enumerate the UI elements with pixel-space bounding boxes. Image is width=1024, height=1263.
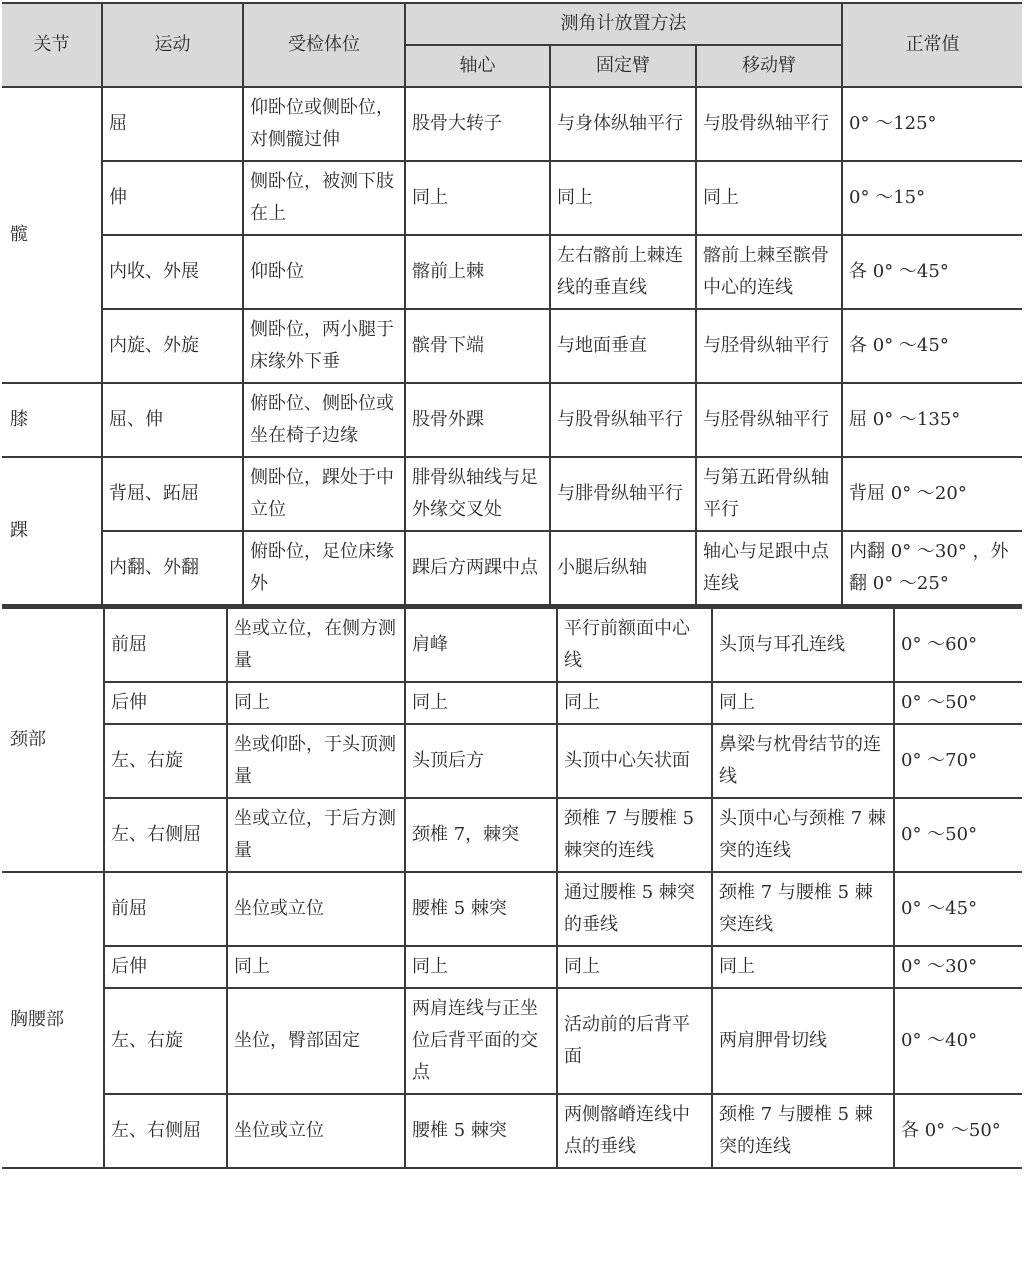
cell-moving-arm: 头顶中心与颈椎 7 棘突的连线	[712, 798, 894, 872]
cell-position: 侧卧位，被测下肢在上	[243, 161, 405, 235]
cell-fixed-arm: 左右髂前上棘连线的垂直线	[550, 235, 696, 309]
cell-moving-arm: 与股骨纵轴平行	[696, 87, 842, 161]
table-row	[2, 383, 1022, 457]
cell-normal: 各 0° ～45°	[842, 309, 1022, 383]
cell-fixed-arm: 与股骨纵轴平行	[550, 383, 696, 457]
cell-axis: 两肩连线与正坐位后背平面的交点	[405, 988, 557, 1094]
cell-position: 坐或立位，于后方测量	[227, 798, 405, 872]
cell-axis: 股骨外踝	[405, 383, 550, 457]
table-row	[2, 798, 1022, 872]
upper-table-body	[2, 87, 1022, 605]
cell-fixed-arm: 活动前的后背平面	[557, 988, 712, 1094]
cell-fixed-arm: 同上	[557, 946, 712, 988]
header-fixed-arm: 固定臂	[550, 45, 696, 87]
cell-axis: 踝后方两踝中点	[405, 531, 550, 605]
cell-axis: 头顶后方	[405, 724, 557, 798]
cell-moving-arm: 轴心与足跟中点连线	[696, 531, 842, 605]
cell-moving-arm: 与胫骨纵轴平行	[696, 383, 842, 457]
cell-moving-arm: 同上	[712, 946, 894, 988]
upper-rom-table	[2, 2, 1022, 606]
cell-normal: 0° ～30°	[894, 946, 1022, 988]
cell-motion: 左、右侧屈	[104, 798, 227, 872]
cell-position: 仰卧位或侧卧位，对侧髋过伸	[243, 87, 405, 161]
lower-rom-table	[2, 606, 1022, 1169]
cell-moving-arm: 同上	[696, 161, 842, 235]
cell-normal: 0° ～70°	[894, 724, 1022, 798]
cell-moving-arm: 颈椎 7 与腰椎 5 棘突的连线	[712, 1094, 894, 1168]
cell-moving-arm: 同上	[712, 682, 894, 724]
cell-axis: 腰椎 5 棘突	[405, 1094, 557, 1168]
table-row	[2, 1094, 1022, 1168]
cell-motion: 屈	[102, 87, 243, 161]
cell-normal: 0° ～40°	[894, 988, 1022, 1094]
table-row	[2, 309, 1022, 383]
cell-normal: 0° ～60°	[894, 608, 1022, 683]
cell-fixed-arm: 与腓骨纵轴平行	[550, 457, 696, 531]
cell-motion: 左、右旋	[104, 988, 227, 1094]
cell-normal: 内翻 0° ～30° ，外翻 0° ～25°	[842, 531, 1022, 605]
cell-fixed-arm: 颈椎 7 与腰椎 5 棘突的连线	[557, 798, 712, 872]
cell-fixed-arm: 同上	[550, 161, 696, 235]
cell-motion: 后伸	[104, 682, 227, 724]
cell-position: 侧卧位，踝处于中立位	[243, 457, 405, 531]
cell-motion: 内收、外展	[102, 235, 243, 309]
cell-moving-arm: 颈椎 7 与腰椎 5 棘突连线	[712, 872, 894, 946]
cell-moving-arm: 髂前上棘至髌骨中心的连线	[696, 235, 842, 309]
cell-motion: 伸	[102, 161, 243, 235]
cell-normal: 0° ～125°	[842, 87, 1022, 161]
cell-position: 俯卧位、侧卧位或坐在椅子边缘	[243, 383, 405, 457]
cell-position: 坐或立位，在侧方测量	[227, 608, 405, 683]
cell-axis: 腓骨纵轴线与足外缘交叉处	[405, 457, 550, 531]
cell-axis: 腰椎 5 棘突	[405, 872, 557, 946]
cell-axis: 股骨大转子	[405, 87, 550, 161]
header-motion: 运动	[102, 3, 243, 87]
cell-normal: 背屈 0° ～20°	[842, 457, 1022, 531]
cell-position: 坐或仰卧，于头顶测量	[227, 724, 405, 798]
cell-joint: 胸腰部	[2, 872, 104, 1168]
cell-motion: 前屈	[104, 872, 227, 946]
cell-fixed-arm: 与地面垂直	[550, 309, 696, 383]
table-row	[2, 87, 1022, 161]
table-row	[2, 161, 1022, 235]
cell-axis: 髌骨下端	[405, 309, 550, 383]
table-row	[2, 457, 1022, 531]
cell-motion: 内翻、外翻	[102, 531, 243, 605]
cell-position: 同上	[227, 946, 405, 988]
cell-moving-arm: 与第五跖骨纵轴平行	[696, 457, 842, 531]
cell-motion: 前屈	[104, 608, 227, 683]
cell-fixed-arm: 与身体纵轴平行	[550, 87, 696, 161]
cell-moving-arm: 与胫骨纵轴平行	[696, 309, 842, 383]
cell-motion: 背屈、跖屈	[102, 457, 243, 531]
table-row	[2, 872, 1022, 946]
cell-normal: 0° ～50°	[894, 682, 1022, 724]
cell-motion: 后伸	[104, 946, 227, 988]
header-axis: 轴心	[405, 45, 550, 87]
cell-normal: 屈 0° ～135°	[842, 383, 1022, 457]
cell-moving-arm: 两肩胛骨切线	[712, 988, 894, 1094]
lower-table-body	[2, 608, 1022, 1169]
cell-joint: 踝	[2, 457, 102, 605]
table-row	[2, 682, 1022, 724]
cell-axis: 颈椎 7，棘突	[405, 798, 557, 872]
cell-fixed-arm: 小腿后纵轴	[550, 531, 696, 605]
table-row	[2, 235, 1022, 309]
header-joint: 关节	[2, 3, 102, 87]
cell-position: 同上	[227, 682, 405, 724]
cell-motion: 屈、伸	[102, 383, 243, 457]
cell-motion: 左、右侧屈	[104, 1094, 227, 1168]
cell-joint: 髋	[2, 87, 102, 383]
cell-fixed-arm: 两侧髂嵴连线中点的垂线	[557, 1094, 712, 1168]
header-moving-arm: 移动臂	[696, 45, 842, 87]
cell-position: 坐位或立位	[227, 1094, 405, 1168]
cell-position: 坐位或立位	[227, 872, 405, 946]
cell-position: 坐位，臀部固定	[227, 988, 405, 1094]
cell-fixed-arm: 通过腰椎 5 棘突的垂线	[557, 872, 712, 946]
header-goniometer: 测角计放置方法	[405, 3, 842, 45]
cell-axis: 肩峰	[405, 608, 557, 683]
cell-joint: 膝	[2, 383, 102, 457]
table-row	[2, 608, 1022, 683]
cell-joint: 颈部	[2, 608, 104, 873]
cell-fixed-arm: 同上	[557, 682, 712, 724]
cell-axis: 同上	[405, 946, 557, 988]
cell-axis: 同上	[405, 161, 550, 235]
header-position: 受检体位	[243, 3, 405, 87]
cell-fixed-arm: 头顶中心矢状面	[557, 724, 712, 798]
cell-normal: 各 0° ～50°	[894, 1094, 1022, 1168]
cell-position: 侧卧位，两小腿于床缘外下垂	[243, 309, 405, 383]
cell-axis: 同上	[405, 682, 557, 724]
cell-position: 俯卧位，足位床缘外	[243, 531, 405, 605]
cell-normal: 各 0° ～45°	[842, 235, 1022, 309]
cell-moving-arm: 鼻梁与枕骨结节的连线	[712, 724, 894, 798]
table-row	[2, 946, 1022, 988]
table-row	[2, 988, 1022, 1094]
cell-normal: 0° ～15°	[842, 161, 1022, 235]
cell-axis: 髂前上棘	[405, 235, 550, 309]
cell-position: 仰卧位	[243, 235, 405, 309]
cell-normal: 0° ～50°	[894, 798, 1022, 872]
cell-motion: 内旋、外旋	[102, 309, 243, 383]
cell-motion: 左、右旋	[104, 724, 227, 798]
table-row	[2, 531, 1022, 605]
cell-fixed-arm: 平行前额面中心线	[557, 608, 712, 683]
cell-moving-arm: 头顶与耳孔连线	[712, 608, 894, 683]
cell-normal: 0° ～45°	[894, 872, 1022, 946]
header-normal: 正常值	[842, 3, 1022, 87]
table-row	[2, 724, 1022, 798]
